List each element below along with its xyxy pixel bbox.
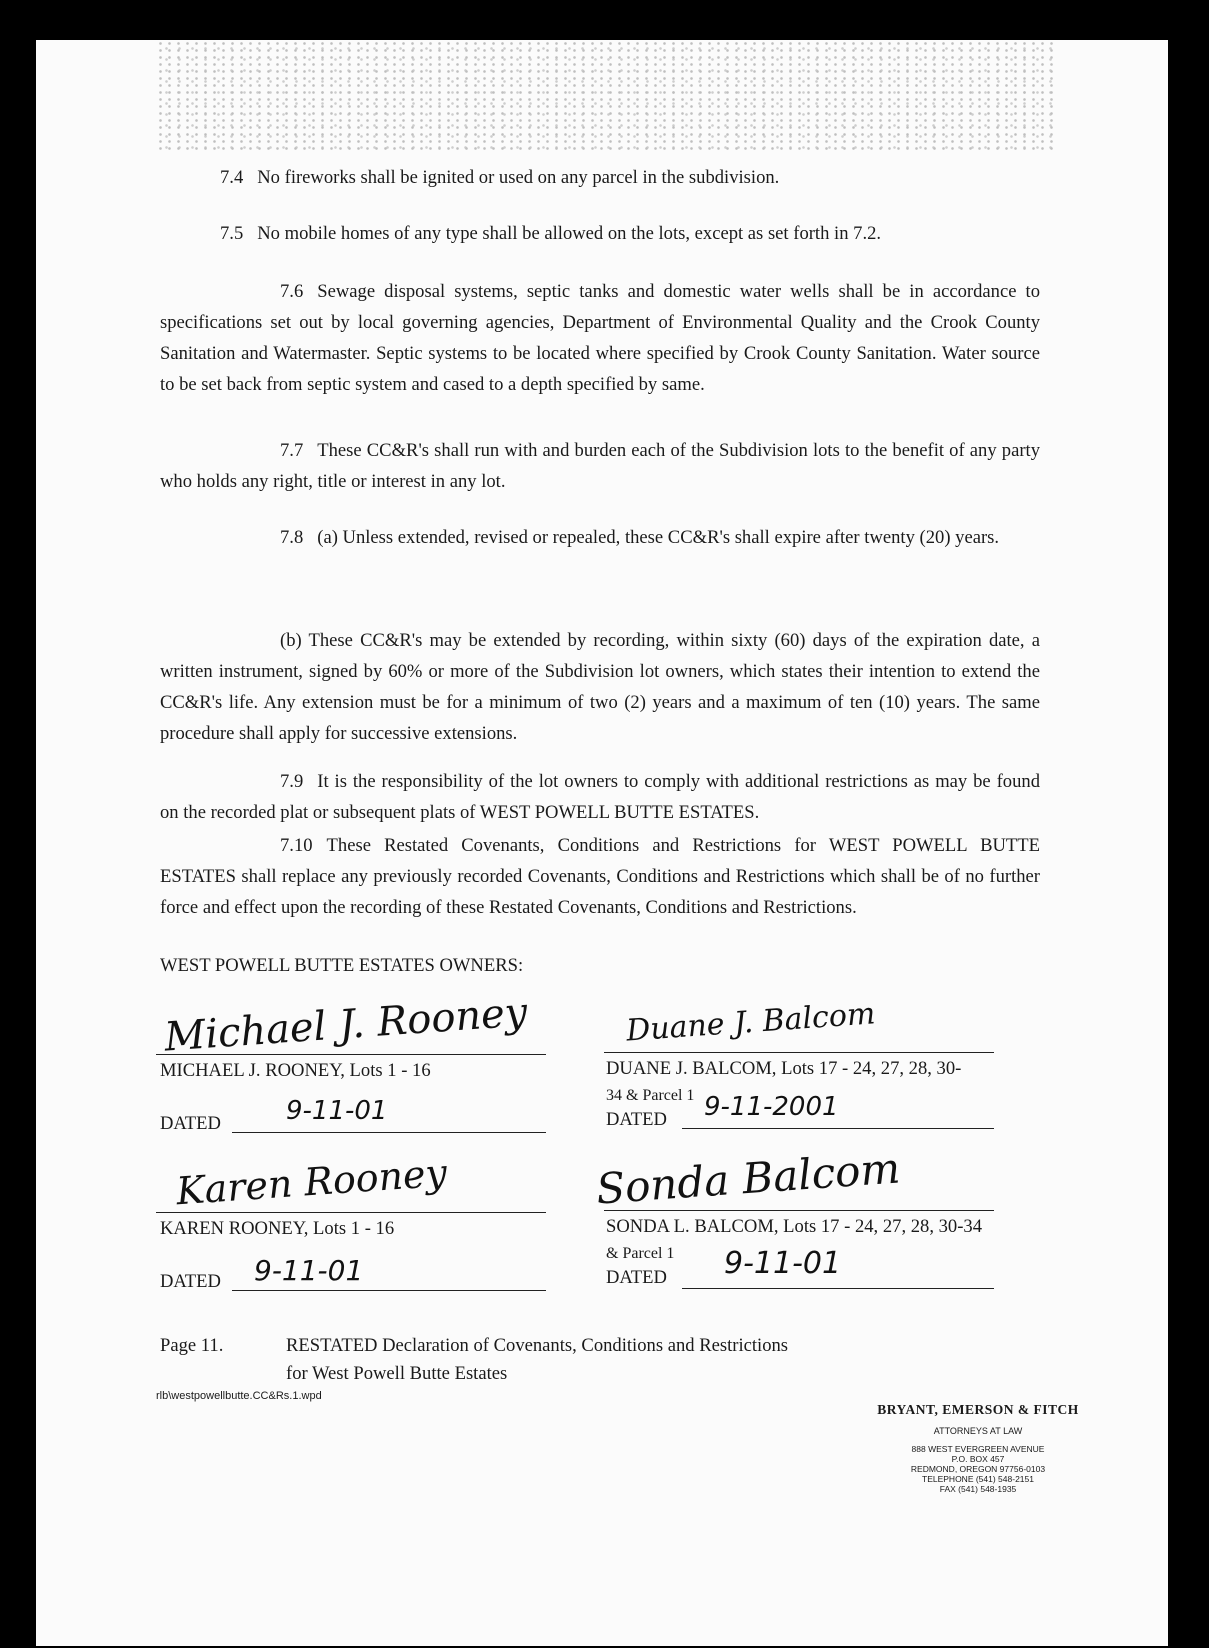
firm-address-2: P.O. BOX 457 [951, 1454, 1005, 1464]
footer-title-line2: for West Powell Butte Estates [286, 1363, 508, 1384]
signer-name: DUANE J. BALCOM, Lots 17 - 24, 27, 28, 30- [606, 1058, 962, 1079]
section-7-7: 7.7 These CC&R's shall run with and burden each of the Subdivision lots to the benefit of any party who holds any right, title or interest in any lot. [160, 440, 1040, 492]
signature-sonda-balcom: Sonda Balcom [594, 1143, 902, 1214]
signature-date: 9-11-01 [254, 1254, 364, 1287]
section-7-10: 7.10 These Restated Covenants, Conditions and Restrictions for WEST POWELL BUTTE ESTATES shall replace any previously recorded Covenants, Conditions and Restrictions which shall be of no further force and effect upon the recording of these Restated Covenants, Conditions and Restrictions. [160, 835, 1040, 918]
date-line [232, 1132, 546, 1133]
section-7-5: 7.5 No mobile homes of any type shall be allowed on the lots, except as set forth in 7.2. [220, 223, 882, 244]
section-7-9: 7.9 It is the responsibility of the lot owners to comply with additional restrictions as may be found on the recorded plat or subsequent plats of WEST POWELL BUTTE ESTATES. [160, 771, 1040, 823]
signer-name-continued: 34 & Parcel 1 [606, 1087, 695, 1104]
file-reference: rlb\westpowellbutte.CC&Rs.1.wpd [156, 1390, 322, 1402]
signer-name: SONDA L. BALCOM, Lots 17 - 24, 27, 28, 30-34 [606, 1216, 983, 1237]
dated-label: DATED [160, 1113, 221, 1134]
page-number: Page 11. [160, 1335, 224, 1356]
date-line [682, 1288, 994, 1289]
dated-label: DATED [606, 1109, 667, 1130]
section-7-6: 7.6 Sewage disposal systems, septic tanks and domestic water wells shall be in accordance to specifications set out by local governing agencies, Department of Environmental Quality and the Crook County Sanitation and Watermaster. Septic systems to be located where specified by Crook County Sanitation. Water source to be set back from septic system and cased to a depth specified by same. [160, 281, 1040, 395]
firm-subtitle: ATTORNEYS AT LAW [933, 1426, 1023, 1436]
owners-heading: WEST POWELL BUTTE ESTATES OWNERS: [160, 955, 524, 976]
firm-name: BRYANT, EMERSON & FITCH [877, 1402, 1079, 1417]
firm-address-3: REDMOND, OREGON 97756-0103 [910, 1464, 1046, 1474]
section-7-4: 7.4 No fireworks shall be ignited or used on any parcel in the subdivision. [220, 167, 780, 188]
signer-name-continued: & Parcel 1 [606, 1245, 675, 1262]
scan-noise [156, 40, 1056, 150]
signature-date: 9-11-2001 [704, 1092, 839, 1122]
signature-date: 9-11-01 [724, 1246, 842, 1281]
section-7-8b: (b) These CC&R's may be extended by recording, within sixty (60) days of the expiration date, a written instrument, signed by 60% or more of the Subdivision lot owners, which states their intention to extend the CC&R's life. Any extension must be for a minimum of two (2) years and a maximum of ten (10) years. The same procedure shall apply for successive extensions. [160, 630, 1040, 744]
signature-karen-rooney: Karen Rooney [174, 1150, 449, 1214]
firm-address-1: 888 WEST EVERGREEN AVENUE [911, 1444, 1045, 1454]
document-page [36, 40, 1168, 1646]
dated-label: DATED [606, 1267, 667, 1288]
section-7-8a: 7.8 (a) Unless extended, revised or repealed, these CC&R's shall expire after twenty (20) years. [280, 527, 1000, 548]
date-line [682, 1128, 994, 1129]
signature-date: 9-11-01 [286, 1096, 388, 1126]
law-firm-block [868, 1402, 1088, 1494]
footer-title-line1: RESTATED Declaration of Covenants, Conditions and Restrictions [286, 1335, 789, 1356]
firm-phone: TELEPHONE (541) 548-2151 [922, 1474, 1034, 1484]
date-line [232, 1290, 546, 1291]
firm-fax: FAX (541) 548-1935 [939, 1484, 1017, 1494]
signer-name: MICHAEL J. ROONEY, Lots 1 - 16 [160, 1060, 431, 1081]
dated-label: DATED [160, 1271, 221, 1292]
signature-michael-rooney: Michael J. Rooney [162, 989, 529, 1061]
signature-duane-balcom: Duane J. Balcom [625, 996, 877, 1049]
signer-name: KAREN ROONEY, Lots 1 - 16 [160, 1218, 395, 1239]
